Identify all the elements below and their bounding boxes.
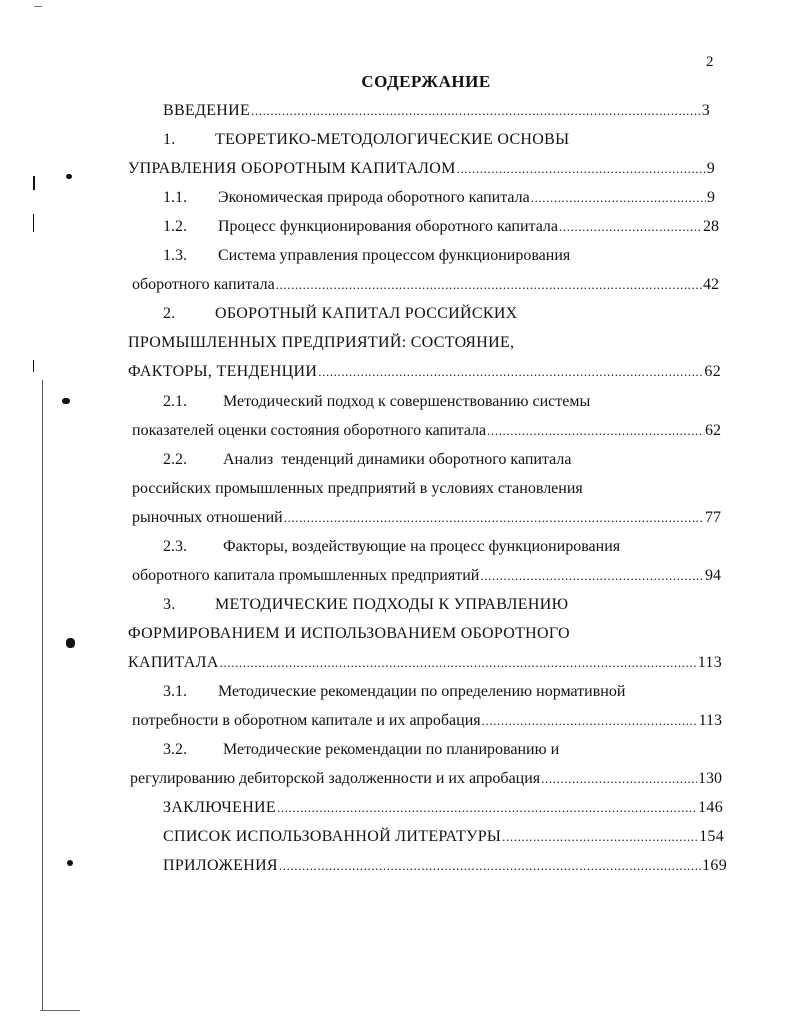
toc-entry-number: 2.1. (163, 393, 187, 410)
toc-section-3-1[interactable] (163, 682, 683, 702)
toc-entry-text: ПРИЛОЖЕНИЯ (163, 857, 278, 874)
toc-entry-text: показателей оценки состояния оборотного капитала (132, 422, 487, 439)
toc-entry-number: 2.2. (163, 451, 187, 468)
dot-leader (482, 711, 698, 731)
toc-entry-text: УПРАВЛЕНИЯ ОБОРОТНЫМ КАПИТАЛОМ (128, 160, 456, 177)
toc-section-1-2[interactable] (163, 217, 719, 237)
toc-entry-page: 113 (698, 712, 722, 729)
toc-section-2-3-continuation[interactable] (132, 566, 721, 586)
toc-entry-page: 9 (707, 189, 715, 206)
dot-leader (318, 362, 703, 382)
dot-leader (559, 217, 702, 237)
toc-entry-text: ТЕОРЕТИКО-МЕТОДОЛОГИЧЕСКИЕ ОСНОВЫ (215, 131, 570, 148)
toc-entry-text: потребности в оборотном капитале и их апробация (132, 712, 481, 729)
dot-leader (487, 421, 704, 441)
toc-section-2-2-continuation-2[interactable] (132, 508, 721, 528)
toc-chapter-1-heading[interactable] (163, 130, 623, 150)
toc-entry-page: 94 (705, 567, 721, 584)
toc-entry-text: оборотного капитала промышленных предприятий (132, 567, 480, 584)
toc-entry-text: СПИСОК ИСПОЛЬЗОВАННОЙ ЛИТЕРАТУРЫ (163, 828, 502, 845)
toc-entry-page: 9 (706, 160, 715, 177)
toc-entry-number: 1. (163, 131, 176, 148)
toc-entry-conclusion[interactable] (163, 798, 723, 818)
toc-entry-appendices[interactable] (163, 856, 727, 876)
scan-speck (34, 6, 42, 7)
scan-speck (62, 398, 70, 404)
toc-section-3-2[interactable] (163, 740, 613, 760)
toc-entry-number: 3. (163, 596, 176, 613)
toc-entry-number: 3.1. (163, 683, 187, 700)
toc-section-2-1[interactable] (163, 392, 663, 412)
scan-speck (33, 214, 34, 232)
toc-entry-text: ОБОРОТНЫЙ КАПИТАЛ РОССИЙСКИХ (215, 305, 518, 322)
toc-entry-introduction[interactable] (163, 101, 710, 121)
toc-entry-number: 1.1. (163, 189, 187, 206)
page-number: 2 (706, 54, 714, 70)
toc-section-1-3-continuation[interactable] (132, 275, 719, 295)
dot-leader (480, 566, 704, 586)
toc-section-2-3[interactable] (163, 537, 683, 557)
toc-section-1-1[interactable] (163, 188, 715, 208)
toc-chapter-1-continuation[interactable] (128, 159, 715, 179)
toc-entry-text: МЕТОДИЧЕСКИЕ ПОДХОДЫ К УПРАВЛЕНИЮ (215, 596, 569, 613)
scan-edge-line (40, 1010, 80, 1011)
toc-entry-page: 77 (705, 509, 721, 526)
toc-entry-page: 42 (703, 276, 719, 293)
dot-leader (276, 275, 702, 295)
toc-entry-number: 2. (163, 305, 176, 322)
toc-chapter-2-heading[interactable] (163, 304, 563, 324)
dot-leader (457, 159, 706, 179)
dot-leader (541, 769, 697, 789)
toc-entry-page: 146 (698, 799, 723, 816)
scan-speck (67, 860, 73, 866)
dot-leader (279, 856, 701, 876)
toc-entry-text: рыночных отношений (132, 509, 283, 526)
toc-entry-text: ЗАКЛЮЧЕНИЕ (163, 799, 276, 816)
toc-entry-text: Методические рекомендации по определению нормативной (218, 683, 626, 700)
toc-entry-page: 3 (701, 102, 710, 119)
toc-section-2-1-continuation[interactable] (132, 421, 721, 441)
toc-section-3-2-continuation[interactable] (130, 769, 722, 789)
toc-entry-bibliography[interactable] (163, 827, 724, 847)
toc-entry-page: 113 (697, 654, 722, 671)
toc-entry-text: Методический подход к совершенствованию системы (223, 393, 591, 410)
toc-entry-number: 2.3. (163, 538, 187, 555)
scan-edge-line (42, 380, 43, 1010)
toc-entry-text: КАПИТАЛА (128, 654, 219, 671)
dot-leader (531, 188, 706, 208)
scan-speck (33, 360, 34, 372)
dot-leader (284, 508, 704, 528)
toc-entry-text: ВВЕДЕНИЕ (163, 102, 251, 119)
toc-entry-text: Методические рекомендации по планированию и (223, 741, 560, 758)
toc-entry-page: 169 (702, 857, 727, 874)
toc-entry-text: Процесс функционирования оборотного капитала (218, 218, 559, 235)
toc-entry-text: Факторы, воздействующие на процесс функционирования (223, 538, 621, 555)
toc-entry-page: 130 (698, 770, 722, 787)
toc-entry-text: Экономическая природа оборотного капитала (218, 189, 530, 206)
dot-leader (502, 827, 698, 847)
toc-entry-page: 62 (704, 363, 721, 380)
toc-entry-page: 62 (705, 422, 721, 439)
toc-entry-page: 28 (703, 218, 719, 235)
dot-leader (220, 653, 697, 673)
toc-entry-text: российских промышленных предприятий в условиях становления (132, 480, 583, 497)
toc-chapter-2-continuation-2[interactable] (128, 362, 721, 382)
toc-section-1-3[interactable] (163, 246, 613, 266)
toc-entry-text: ФАКТОРЫ, ТЕНДЕНЦИИ (128, 363, 318, 380)
toc-chapter-3-continuation-2[interactable] (128, 653, 722, 673)
toc-chapter-3-heading[interactable] (163, 595, 613, 615)
toc-entry-text: Анализ тенденций динамики оборотного капитала (223, 451, 572, 468)
toc-section-3-1-continuation[interactable] (132, 711, 722, 731)
toc-entry-text: ПРОМЫШЛЕННЫХ ПРЕДПРИЯТИЙ: СОСТОЯНИЕ, (128, 334, 515, 351)
toc-entry-number: 3.2. (163, 741, 187, 758)
toc-entry-number: 1.3. (163, 247, 187, 264)
toc-section-2-2-continuation[interactable] (132, 479, 652, 499)
toc-entry-text: Система управления процессом функционирования (218, 247, 571, 264)
dot-leader (251, 101, 701, 121)
toc-chapter-2-continuation[interactable] (128, 333, 558, 353)
scan-speck (66, 174, 72, 179)
dot-leader (277, 798, 697, 818)
toc-chapter-3-continuation[interactable] (128, 624, 608, 644)
toc-entry-text: оборотного капитала (132, 276, 275, 293)
toc-entry-page: 154 (699, 828, 724, 845)
toc-entry-number: 1.2. (163, 218, 187, 235)
scan-speck (33, 176, 35, 190)
toc-entry-text: регулированию дебиторской задолженности и их апробация (130, 770, 541, 787)
scan-speck (66, 638, 75, 648)
toc-section-2-2[interactable] (163, 450, 643, 470)
toc-entry-text: ФОРМИРОВАНИЕМ И ИСПОЛЬЗОВАНИЕМ ОБОРОТНОГО (128, 625, 570, 642)
page-title: СОДЕРЖАНИЕ (361, 72, 491, 91)
